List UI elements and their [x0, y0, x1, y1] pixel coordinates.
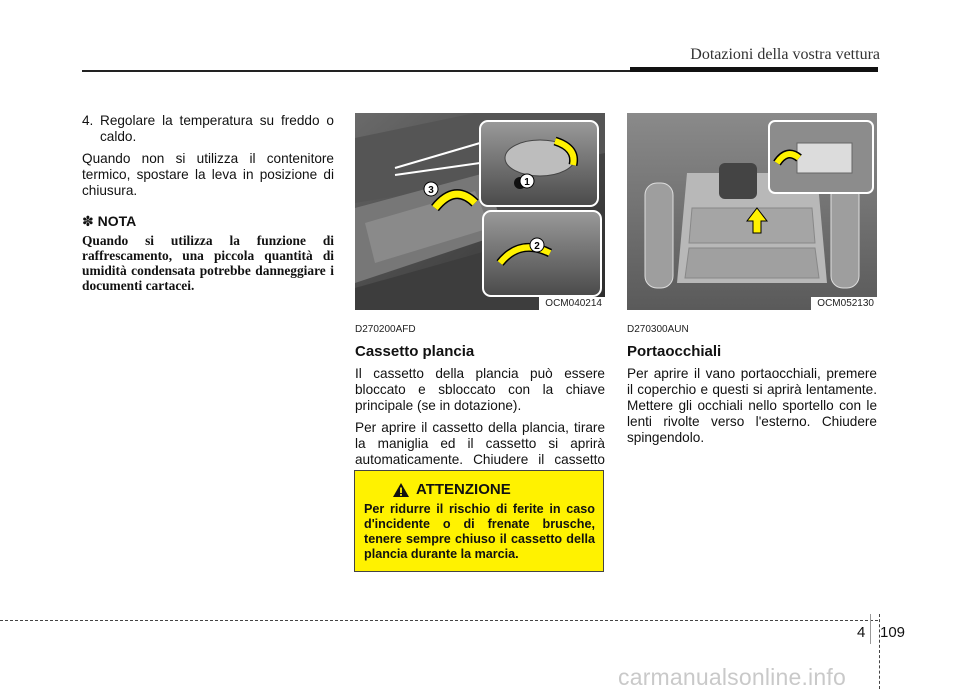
callout-3: 3: [428, 185, 434, 196]
warning-text: Per ridurre il rischio di ferite in caso d'incidente o di frenate brusche, tenere sempre chiuso il cassetto della plancia durante la marcia.: [364, 502, 595, 561]
warning-triangle-icon: [392, 482, 410, 498]
section-code: D270200AFD: [355, 324, 416, 335]
glovebox-illustration: [355, 113, 605, 310]
chapter-number: 4: [857, 624, 866, 641]
section-title: Portaocchiali: [627, 343, 722, 360]
paragraph: Per aprire il cassetto della plancia, tirare la maniglia ed il cassetto si aprirà automaticamente. Chiudere il cassetto: [355, 420, 605, 467]
section-title: Cassetto plancia: [355, 343, 475, 360]
glovebox-photo: [355, 113, 605, 310]
paragraph: Il cassetto della plancia può essere bloccato e sbloccato con la chiave principale (se in dotazione).: [355, 366, 605, 413]
warning-title: ATTENZIONE: [416, 481, 511, 498]
footer-separator: [870, 614, 871, 644]
sunglass-holder-illustration: [627, 113, 877, 310]
nota-title: ✽ NOTA: [82, 213, 137, 229]
page-number: 109: [880, 624, 906, 641]
header-rule-accent: [630, 67, 878, 72]
footer-rule: [0, 620, 878, 621]
sunglass-holder-photo: [627, 113, 877, 310]
step-item: [82, 113, 334, 151]
nota-text: Quando si utilizza la funzione di raffrescamento, una piccola quantità di umidità condensata potrebbe danneggiare i documenti cartacei.: [82, 233, 334, 293]
middle-column: [355, 113, 605, 490]
paragraph: Per aprire il vano portaocchiali, premere il coperchio e questi si aprirà lentamente. Mettere gli occhiali nello sportello con le lenti rivolte verso l'esterno. Chiudere spingendolo.: [627, 366, 877, 445]
right-column: [627, 113, 877, 452]
photo-code: OCM040214: [539, 297, 605, 310]
section-code: D270300AUN: [627, 324, 689, 335]
left-column: [82, 113, 334, 293]
photo-code: OCM052130: [811, 297, 877, 310]
header-title: Dotazioni della vostra vettura: [690, 46, 880, 63]
step-number: 4.: [82, 113, 94, 128]
watermark: carmanualsonline.info: [618, 664, 846, 690]
warning-box: [354, 470, 604, 572]
step-text: Regolare la temperatura su freddo o caldo.: [100, 113, 334, 144]
callout-1: 1: [524, 177, 530, 188]
callout-2: 2: [534, 241, 540, 252]
warning-header: [392, 481, 595, 498]
paragraph: Quando non si utilizza il contenitore termico, spostare la leva in posizione di chiusura.: [82, 151, 334, 198]
